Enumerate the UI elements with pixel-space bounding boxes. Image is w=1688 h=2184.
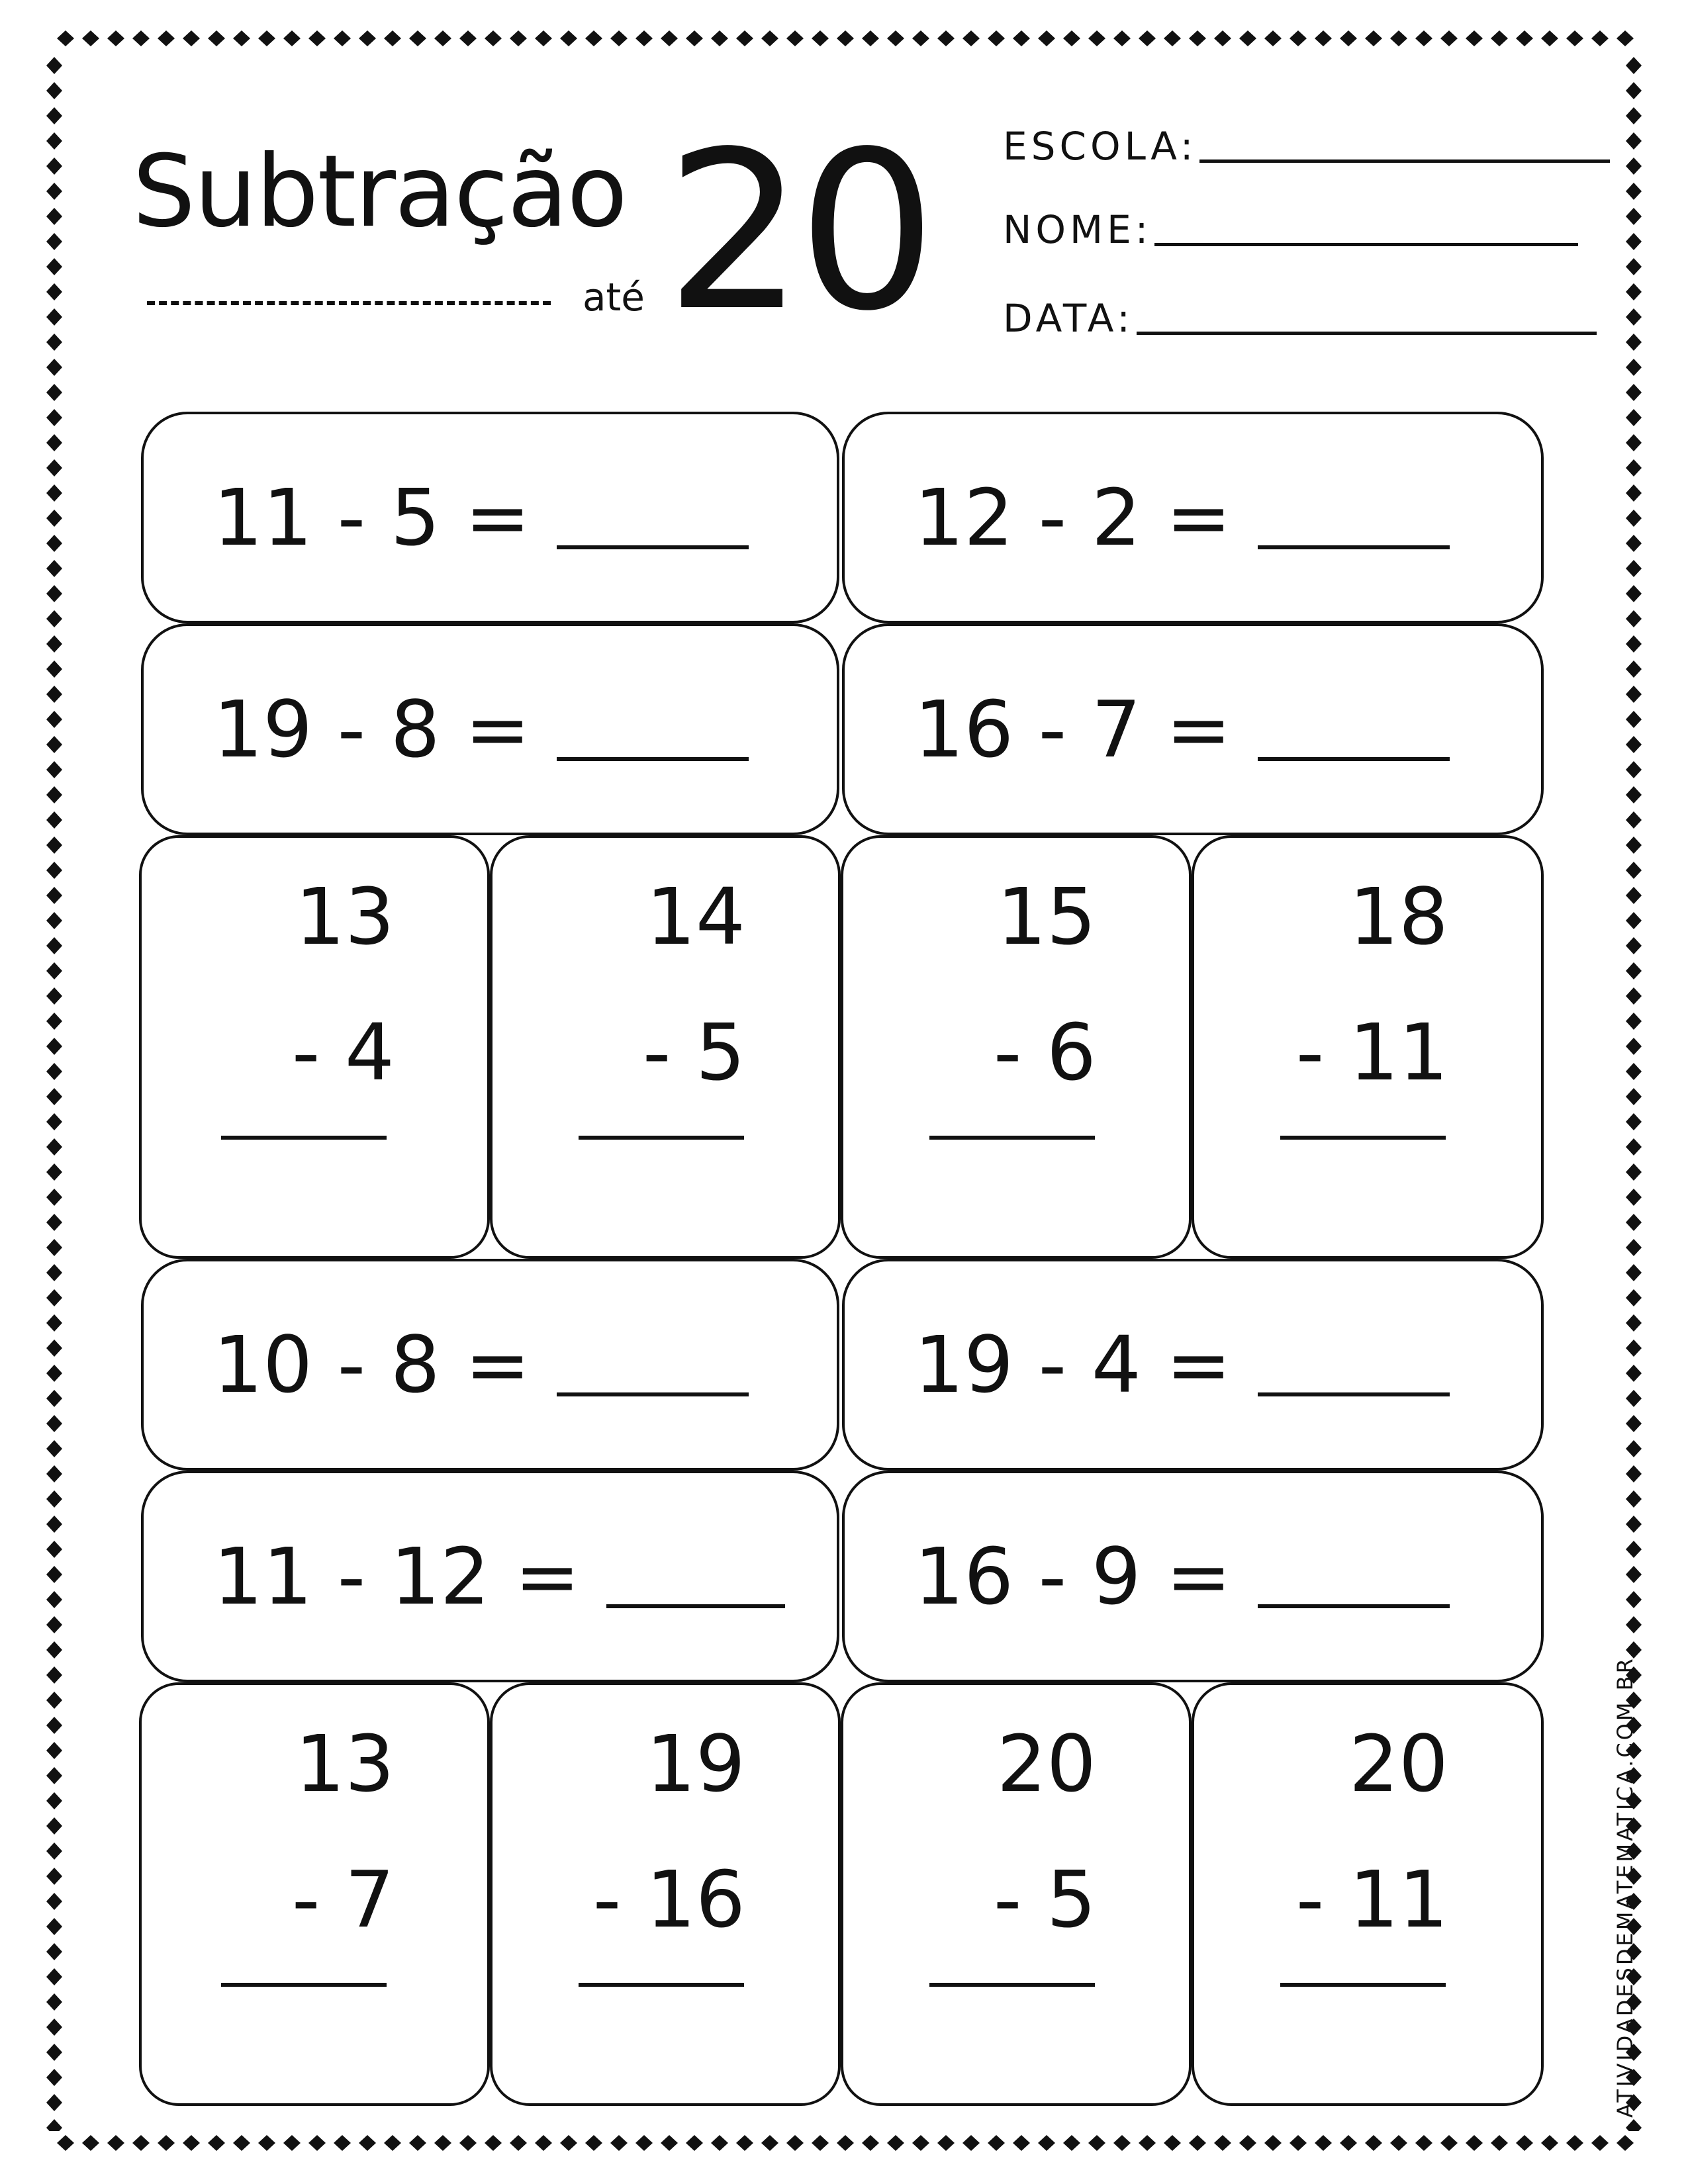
minuend: 13: [295, 871, 395, 962]
school-field[interactable]: [1003, 124, 1610, 169]
answer-blank[interactable]: [557, 1333, 749, 1396]
answer-blank[interactable]: [1258, 1545, 1450, 1608]
answer-line[interactable]: [929, 1136, 1095, 1140]
problem-expression: [144, 626, 837, 833]
vertical-problem-box[interactable]: [841, 835, 1192, 1259]
title-dash-line: [147, 301, 551, 305]
expression-text: 10 - 8 =: [213, 1319, 531, 1410]
vertical-problem-box[interactable]: [490, 1682, 841, 2106]
expression-text: 19 - 8 =: [213, 684, 531, 775]
expression-text: 12 - 2 =: [914, 472, 1232, 563]
minuend: 14: [645, 871, 745, 962]
title-number: 20: [665, 105, 930, 359]
problem-box[interactable]: [141, 1471, 839, 1682]
problem-expression: [845, 1261, 1541, 1468]
title-word: Subtração: [132, 134, 627, 250]
name-label: NOME:: [1003, 207, 1152, 252]
minuend: 19: [645, 1718, 745, 1809]
date-line[interactable]: [1137, 332, 1597, 335]
subtrahend: - 11: [1295, 1007, 1448, 1098]
answer-line[interactable]: [579, 1983, 744, 1987]
problem-box[interactable]: [141, 623, 839, 835]
answer-blank[interactable]: [1258, 698, 1450, 761]
school-label: ESCOLA:: [1003, 124, 1197, 169]
expression-text: 11 - 5 =: [213, 472, 531, 563]
problem-expression: [144, 1473, 837, 1680]
problem-box[interactable]: [842, 623, 1544, 835]
subtrahend: - 5: [993, 1854, 1096, 1945]
vertical-problem-box[interactable]: [490, 835, 841, 1259]
answer-blank[interactable]: [1258, 486, 1450, 549]
answer-line[interactable]: [221, 1136, 387, 1140]
problem-expression: [144, 1261, 837, 1468]
minuend: 13: [295, 1718, 395, 1809]
vertical-problem-box[interactable]: [139, 1682, 490, 2106]
problem-box[interactable]: [141, 1259, 839, 1471]
vertical-problem-box[interactable]: [841, 1682, 1192, 2106]
border-top: [53, 25, 1642, 52]
vertical-problem-box[interactable]: [1192, 835, 1544, 1259]
problem-box[interactable]: [842, 412, 1544, 623]
answer-blank[interactable]: [557, 486, 749, 549]
subtrahend: - 4: [291, 1007, 395, 1098]
border-left: [41, 53, 68, 2131]
date-label: DATA:: [1003, 296, 1134, 341]
subtrahend: - 16: [592, 1854, 745, 1945]
subtrahend: - 6: [993, 1007, 1096, 1098]
minuend: 15: [996, 871, 1096, 962]
name-line[interactable]: [1154, 243, 1578, 246]
problem-expression: [845, 1473, 1541, 1680]
vertical-problem-box[interactable]: [1192, 1682, 1544, 2106]
answer-blank[interactable]: [1258, 1333, 1450, 1396]
answer-line[interactable]: [1280, 1136, 1446, 1140]
answer-blank[interactable]: [606, 1545, 785, 1608]
problem-expression: [845, 626, 1541, 833]
site-credit: ATIVIDADESDEMATEMATICA.COM.BR: [1613, 1656, 1638, 2118]
date-field[interactable]: [1003, 296, 1597, 341]
problem-box[interactable]: [842, 1259, 1544, 1471]
border-bottom: [53, 2130, 1642, 2156]
problem-expression: [845, 414, 1541, 621]
expression-text: 19 - 4 =: [914, 1319, 1232, 1410]
problem-expression: [144, 414, 837, 621]
name-field[interactable]: [1003, 207, 1578, 252]
minuend: 20: [1348, 1718, 1448, 1809]
problem-box[interactable]: [842, 1471, 1544, 1682]
subtrahend: - 5: [642, 1007, 745, 1098]
vertical-problem-box[interactable]: [139, 835, 490, 1259]
answer-line[interactable]: [579, 1136, 744, 1140]
minuend: 18: [1348, 871, 1448, 962]
subtrahend: - 7: [291, 1854, 395, 1945]
subtrahend: - 11: [1295, 1854, 1448, 1945]
answer-line[interactable]: [221, 1983, 387, 1987]
answer-line[interactable]: [929, 1983, 1095, 1987]
title-small: até: [583, 275, 645, 320]
expression-text: 11 - 12 =: [213, 1531, 581, 1622]
problem-box[interactable]: [141, 412, 839, 623]
expression-text: 16 - 9 =: [914, 1531, 1232, 1622]
expression-text: 16 - 7 =: [914, 684, 1232, 775]
answer-line[interactable]: [1280, 1983, 1446, 1987]
school-line[interactable]: [1199, 159, 1610, 163]
minuend: 20: [996, 1718, 1096, 1809]
answer-blank[interactable]: [557, 698, 749, 761]
